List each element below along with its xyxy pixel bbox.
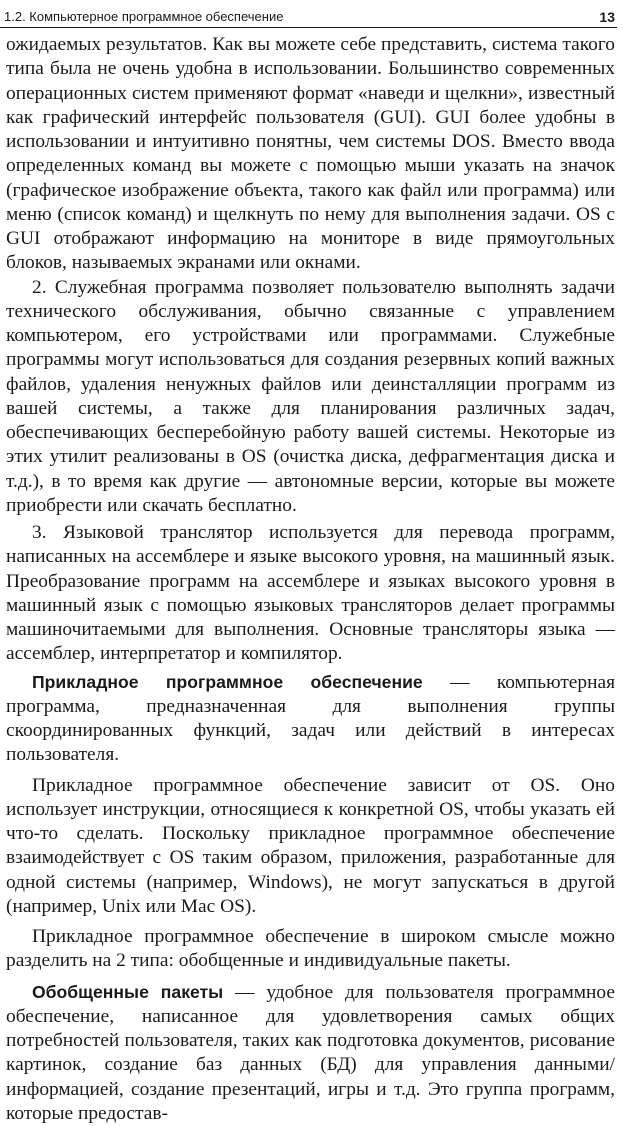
paragraph-gui-continuation: ожидаемых результатов. Как вы можете себе представить, система такого типа была не очень удобна в использовании. Большинство современных операционных систем применяют формат «наведи и щелкни», известный как графический интерфейс пользователя (GUI). GUI более удобны в использовании и интуитивно понятны, чем системы DOS. Вместо ввода определенных команд вы можете с помощью мыши указать на значок (графическое изображение объекта, такого как файл или программа) или меню (список команд) и щелкнуть по нему для выполнения задачи. OS с GUI отображают информацию на мониторе в виде прямоугольных блоков, называемых экранами или окнами.	[6, 33, 615, 276]
header-divider	[0, 27, 617, 28]
paragraph-utility-program: 2. Служебная программа позволяет пользователю выполнять задачи технического обслуживания, обычно связанные с управлением компьютером, его устройствами или программами. Служебные программы могут использоваться для создания резервных копий важных файлов, удаления ненужных файлов или деинсталляции программ из вашей системы, а также для планирования различных задач, обеспечивающих бесперебойную работу вашей системы. Некоторые из этих утилит реализованы в OS (очистка диска, дефрагментация диска и т.д.), в то время как другие — автономные версии, которые вы можете приобрести или скачать бесплатно.	[6, 276, 615, 519]
page-body	[6, 33, 615, 1126]
running-header	[4, 3, 615, 25]
paragraph-os-dependency: Прикладное программное обеспечение зависит от OS. Оно использует инструкции, относящиеся к конкретной OS, чтобы указать ей что-то сделать. Поскольку прикладное программное обеспечение взаимодействует с OS таким образом, приложения, разработанные для одной системы (например, Windows), не могут запускаться в другой (например, Unix или Mac OS).	[6, 774, 615, 920]
page-number: 13	[599, 9, 615, 25]
paragraph-generalized-packages	[6, 980, 615, 1126]
paragraph-software-types: Прикладное программное обеспечение в широком смысле можно разделить на 2 типа: обобщенные и индивидуальные пакеты.	[6, 925, 615, 974]
term-application-software: Прикладное программное обеспечение	[32, 672, 423, 692]
paragraph-language-translator: 3. Языковой транслятор используется для перевода программ, написанных на ассемблере и языке высокого уровня, на машинный язык. Преобразование программ на ассемблере и языках высокого уровня в машинный язык с помощью языковых трансляторов делает программы машиночитаемыми для выполнения. Основные трансляторы языка — ассемблер, интерпретатор и компилятор.	[6, 521, 615, 667]
paragraph-application-software-definition	[6, 670, 615, 768]
definition-generalized-packages: — удобное для пользователя программное обеспечение, написанное для удовлетворения самых общих потребностей пользователя, таких как подготовка документов, рисование картинок, создание баз данных (БД) для управления данными/информацией, создание презентаций, игры и т.д. Это группа программ, которые предостав-	[6, 982, 615, 1124]
definition-application-software: — компьютерная программа, предназначенная для выполнения группы скоординированных функций, задач или действий в интересах пользователя.	[6, 672, 615, 766]
term-generalized-packages: Обобщенные пакеты	[32, 982, 223, 1002]
section-title: 1.2. Компьютерное программное обеспечение	[4, 9, 283, 25]
